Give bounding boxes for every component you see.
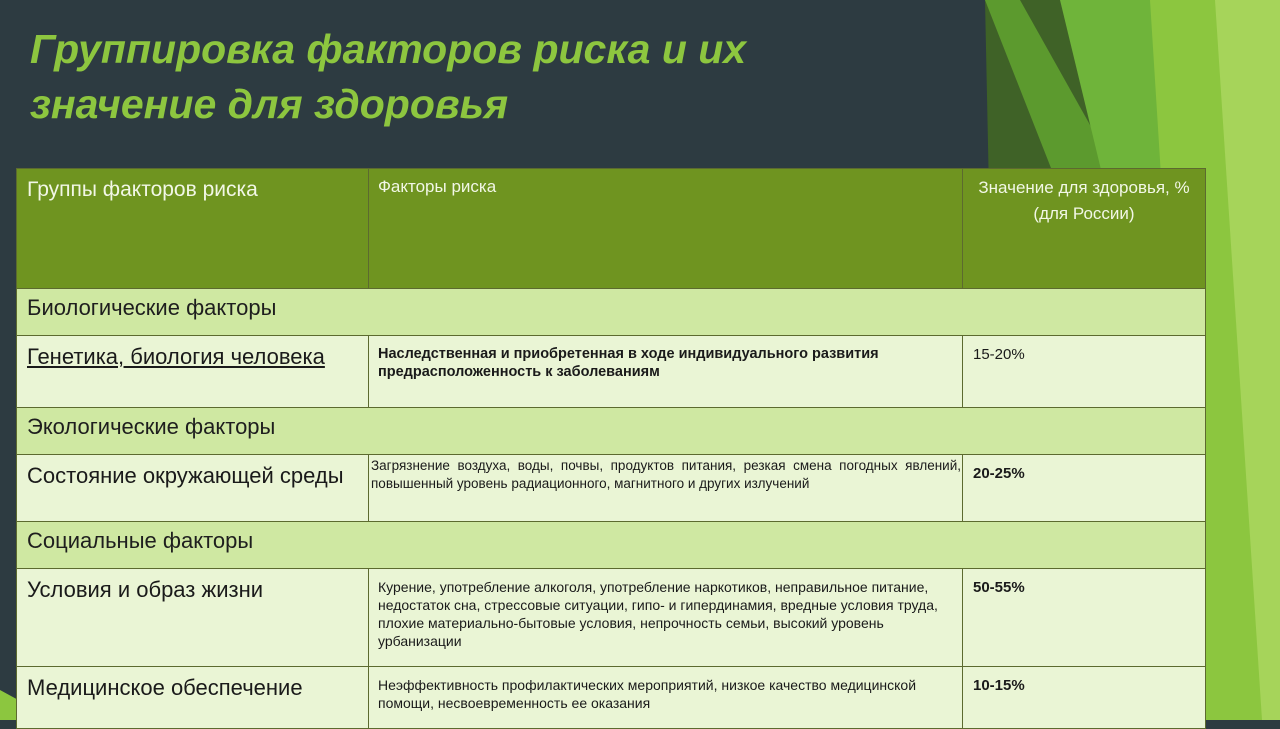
row-factors: Курение, употребление алкоголя, употребление наркотиков, неправильное питание, недостаток сна, стрессовые ситуации, гипо- и гипердинамия, вредные условия труда, плохие материально-бытовые условия, непрочность семьи, высокий уровень урбанизации [369,569,963,667]
row-name-link[interactable]: Генетика, биология человека [27,344,325,369]
group-label: Социальные факторы [17,522,1206,569]
row-value: 15-20% [963,336,1206,408]
table-row [17,667,1206,729]
row-name: Медицинское обеспечение [17,667,369,729]
group-label: Экологические факторы [17,408,1206,455]
row-name: Состояние окружающей среды [17,455,369,522]
group-row-ecological [17,408,1206,455]
table-row [17,336,1206,408]
row-value: 10-15% [963,667,1206,729]
group-label: Биологические факторы [17,289,1206,336]
row-factors: Загрязнение воздуха, воды, почвы, продуктов питания, резкая смена погодных явлений, повышенный уровень радиационного, магнитного и других излучений [369,455,963,522]
row-factors: Неэффективность профилактических мероприятий, низкое качество медицинской помощи, несвоевременность ее оказания [369,667,963,729]
table-header-row [17,169,1206,289]
slide-title: Группировка факторов риска и их значение для здоровья [30,26,747,127]
header-risk-groups: Группы факторов риска [17,169,369,289]
group-row-social [17,522,1206,569]
group-row-biological [17,289,1206,336]
row-value: 50-55% [963,569,1206,667]
row-factors: Наследственная и приобретенная в ходе индивидуального развития предрасположенность к заболеваниям [369,336,963,408]
header-risk-factors: Факторы риска [369,169,963,289]
row-value: 20-25% [963,455,1206,522]
risk-factors-table [16,168,1206,729]
table-row [17,569,1206,667]
row-name: Условия и образ жизни [17,569,369,667]
row-name [17,336,369,408]
table-row [17,455,1206,522]
header-health-value: Значение для здоровья, % (для России) [963,169,1206,289]
